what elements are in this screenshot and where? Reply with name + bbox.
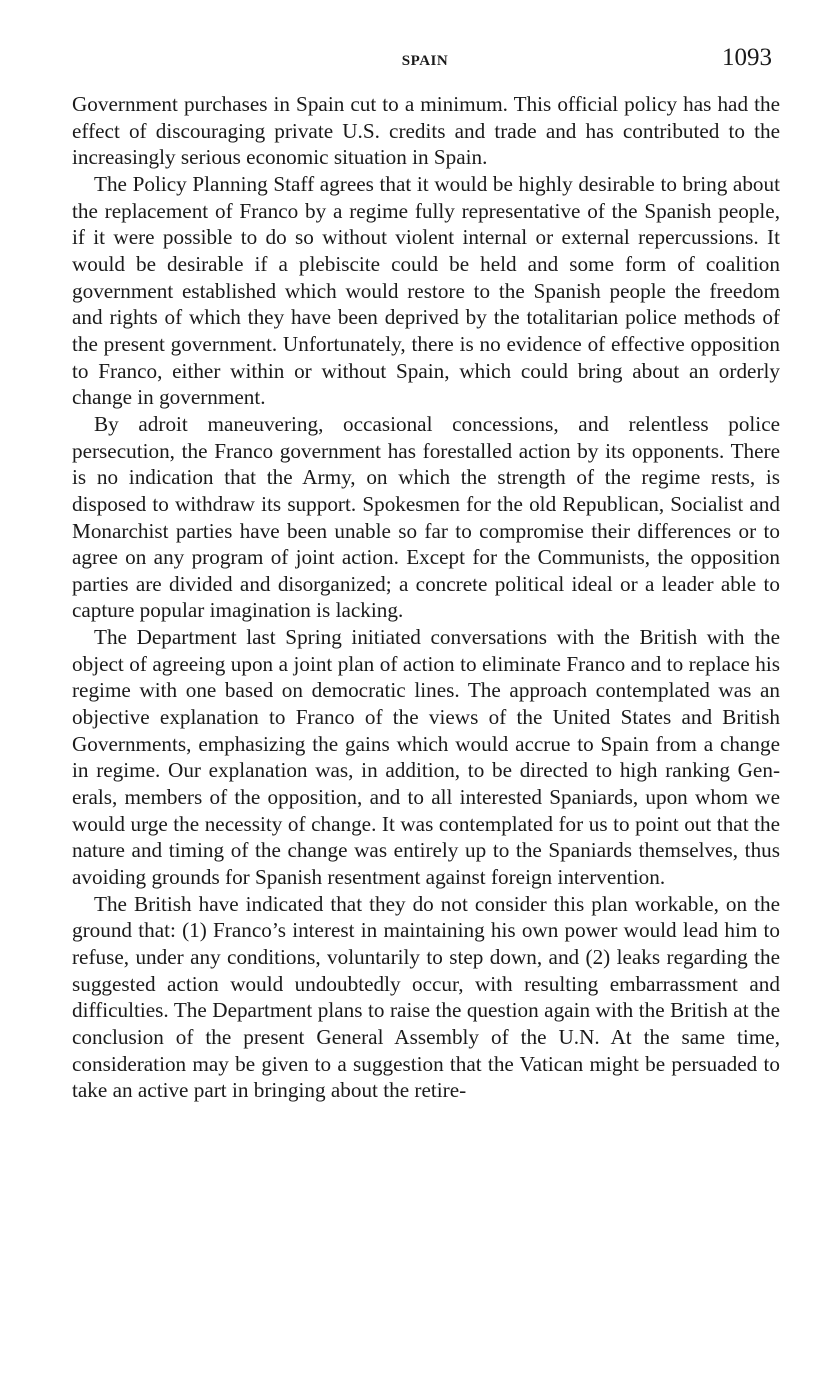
paragraph-franco-government: By adroit maneuvering, occasional concessions, and relentless police persecution, the Franco government has forestalled action by its opponents. There is no indication that the Army, on which the strength of the regime rests, is disposed to withdraw its support. Spokesmen for the old Republican, Socialist and Monarchist parties have been unable so far to compromise their differences or to agree on any program of joint action. Except for the Communists, the opposition parties are divided and disorganized; a concrete political ideal or a leader able to capture popular imagination is lacking. — [72, 411, 780, 623]
page-number: 1093 — [722, 44, 772, 71]
paragraph-british-response: The British have indicated that they do not consider this plan workable, on the ground that: (1) Franco’s interest in maintaining his own power would lead him to refuse, under any conditions, voluntarily to step down, and (2) leaks regarding the suggested action would undoubtedly occur, with resulting embarrassment and difficulties. The Department plans to raise the question again with the British at the conclusion of the present General Assembly of the U.N. At the same time, consideration may be given to a suggestion that the Vatican might be persuaded to take an active part in bringing about the retire- — [72, 891, 780, 1103]
paragraph-policy-planning-staff: The Policy Planning Staff agrees that it would be highly desirable to bring about the replacement of Franco by a regime fully representative of the Spanish people, if it were possible to do so without violent internal or external repercussions. It would be desirable if a plebiscite could be held and some form of coalition government established which would restore to the Spanish people the freedom and rights of which they have been deprived by the totalitarian police methods of the present government. Unfortunately, there is no evidence of effective opposition to Franco, either within or without Spain, which could bring about an orderly change in government. — [72, 171, 780, 410]
paragraph-continued: Government purchases in Spain cut to a minimum. This official policy has had the effect of discouraging private U.S. credits and trade and has contributed to the increasingly serious economic situation in Spain. — [72, 92, 780, 170]
body-text — [72, 91, 780, 1104]
page-header — [72, 44, 778, 78]
paragraph-department-british-plan: The Department last Spring initiated conversations with the British with the object of agreeing upon a joint plan of action to eliminate Franco and to replace his regime with one based on democratic lines. The approach contemplated was an objective explanation to Franco of the views of the United States and British Governments, emphasizing the gains which would accrue to Spain from a change in regime. Our explanation was, in addition, to be directed to high ranking Generals, members of the opposition, and to all interested Spaniards, upon whom we would urge the necessity of change. It was contemplated for us to point out that the nature and timing of the change was entirely up to the Spaniards themselves, thus avoiding grounds for Spanish resentment against foreign intervention. — [72, 625, 780, 890]
running-head: SPAIN — [401, 53, 449, 69]
